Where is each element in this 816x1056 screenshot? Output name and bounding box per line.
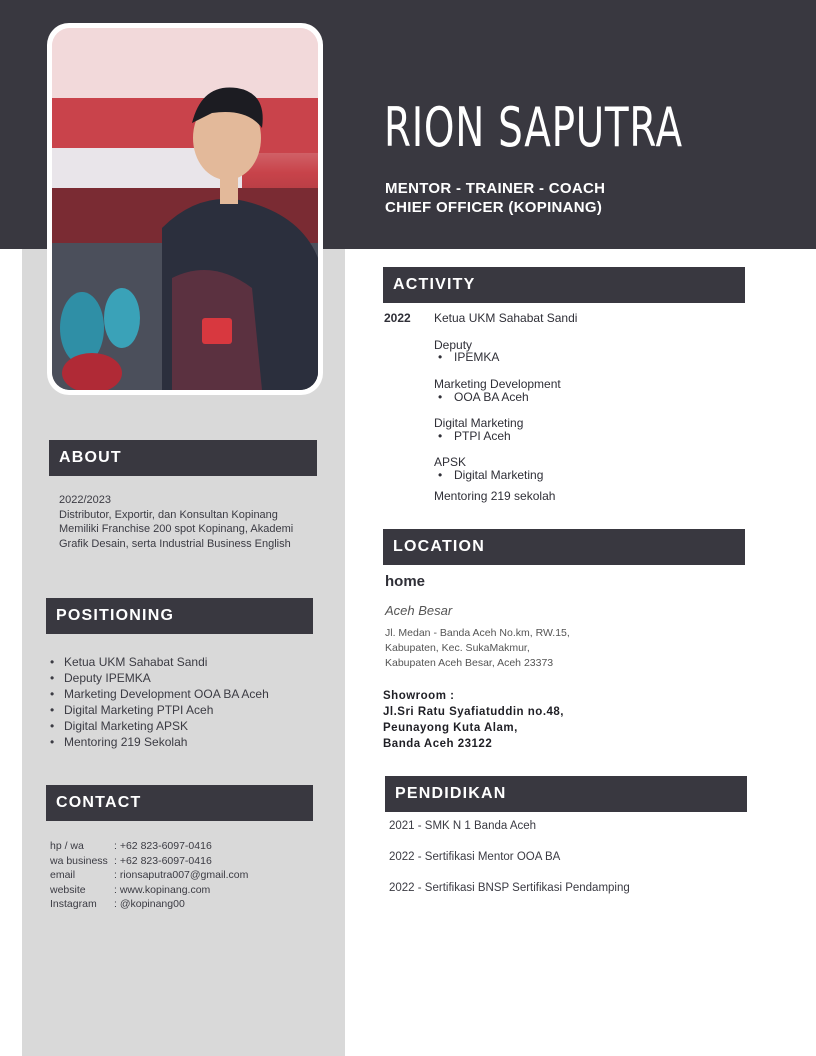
list-item: • Deputy IPEMKA: [48, 670, 269, 686]
contact-value: : www.kopinang.com: [114, 883, 211, 896]
activity-role: Deputy: [434, 338, 473, 352]
list-item: • Digital Marketing PTPI Aceh: [48, 702, 269, 718]
activity-org: • OOA BA Aceh: [440, 390, 529, 404]
contact-value: : +62 823-6097-0416: [114, 840, 212, 852]
location-title: home: [385, 573, 426, 590]
education-heading: PENDIDIKAN: [385, 776, 747, 812]
list-item: • Ketua UKM Sahabat Sandi: [48, 654, 269, 670]
list-item: • Mentoring 219 Sekolah: [48, 734, 269, 750]
about-text: [59, 493, 309, 551]
activity-role: APSK: [434, 455, 467, 469]
contact-label: email: [50, 869, 76, 881]
profile-photo: [52, 28, 318, 390]
person-name: RION SAPUTRA: [384, 96, 683, 159]
contact-row: [50, 839, 248, 854]
contact-row: [50, 854, 248, 869]
contact-row: [50, 897, 248, 912]
education-item: 2022 - Sertifikasi Mentor OOA BA: [389, 851, 561, 863]
location-region: Aceh Besar: [385, 603, 453, 618]
job-title-line-1: MENTOR - TRAINER - COACH: [385, 180, 606, 197]
address-line: Jl.Sri Ratu Syafiatuddin no.48,: [383, 706, 565, 718]
education-item: 2021 - SMK N 1 Banda Aceh: [389, 820, 537, 832]
contact-heading: CONTACT: [46, 785, 313, 821]
about-heading: ABOUT: [49, 440, 317, 476]
location-heading: LOCATION: [383, 529, 745, 565]
profile-photo-illustration: [52, 28, 318, 390]
activity-heading: ACTIVITY: [383, 267, 745, 303]
positioning-list: [48, 654, 269, 750]
address-line: Kabupaten Aceh Besar, Aceh 23373: [385, 657, 554, 669]
contact-value: : @kopinang00: [114, 898, 185, 910]
education-item: 2022 - Sertifikasi BNSP Sertifikasi Pendamping: [389, 882, 630, 894]
contact-value: : rionsaputra007@gmail.com: [114, 869, 249, 881]
contact-label: Instagram: [50, 898, 97, 910]
about-line: Distributor, Exportir, dan Konsultan Kopinang: [59, 508, 278, 521]
about-line: Grafik Desain, serta Industrial Business English: [59, 537, 291, 550]
activity-org: • Digital Marketing: [440, 468, 543, 482]
address-line: Peunayong Kuta Alam,: [383, 722, 518, 734]
about-line: 2022/2023: [59, 494, 111, 506]
home-address: [385, 626, 645, 671]
contact-value: : +62 823-6097-0416: [114, 854, 212, 867]
showroom-label: Showroom :: [383, 690, 455, 702]
address-line: Banda Aceh 23122: [383, 738, 493, 750]
activity-org: • PTPI Aceh: [440, 429, 511, 443]
about-line: Memiliki Franchise 200 spot Kopinang, Akademi: [59, 523, 294, 535]
profile-photo-frame: [47, 23, 323, 395]
activity-org: • IPEMKA: [440, 350, 499, 364]
job-title-line-2: CHIEF OFFICER (KOPINANG): [385, 199, 603, 216]
list-item: • Digital Marketing APSK: [48, 718, 269, 734]
list-item: • Marketing Development OOA BA Aceh: [48, 686, 269, 702]
contact-row: [50, 883, 248, 898]
contact-label: website: [50, 883, 86, 896]
job-titles: [385, 179, 605, 217]
activity-year: 2022: [384, 311, 411, 325]
activity-role: Digital Marketing: [434, 416, 524, 430]
showroom-address: [383, 688, 564, 752]
address-line: Jl. Medan - Banda Aceh No.km, RW.15,: [385, 627, 570, 639]
positioning-heading: POSITIONING: [46, 598, 313, 634]
activity-line: Mentoring 219 sekolah: [434, 489, 556, 503]
contact-row: [50, 868, 248, 883]
contact-label: hp / wa: [50, 840, 84, 852]
contact-table: [50, 839, 248, 912]
activity-role: Marketing Development: [434, 377, 561, 391]
address-line: Kabupaten, Kec. SukaMakmur,: [385, 642, 530, 654]
activity-line: Ketua UKM Sahabat Sandi: [434, 311, 578, 325]
contact-label: wa business: [50, 854, 108, 867]
